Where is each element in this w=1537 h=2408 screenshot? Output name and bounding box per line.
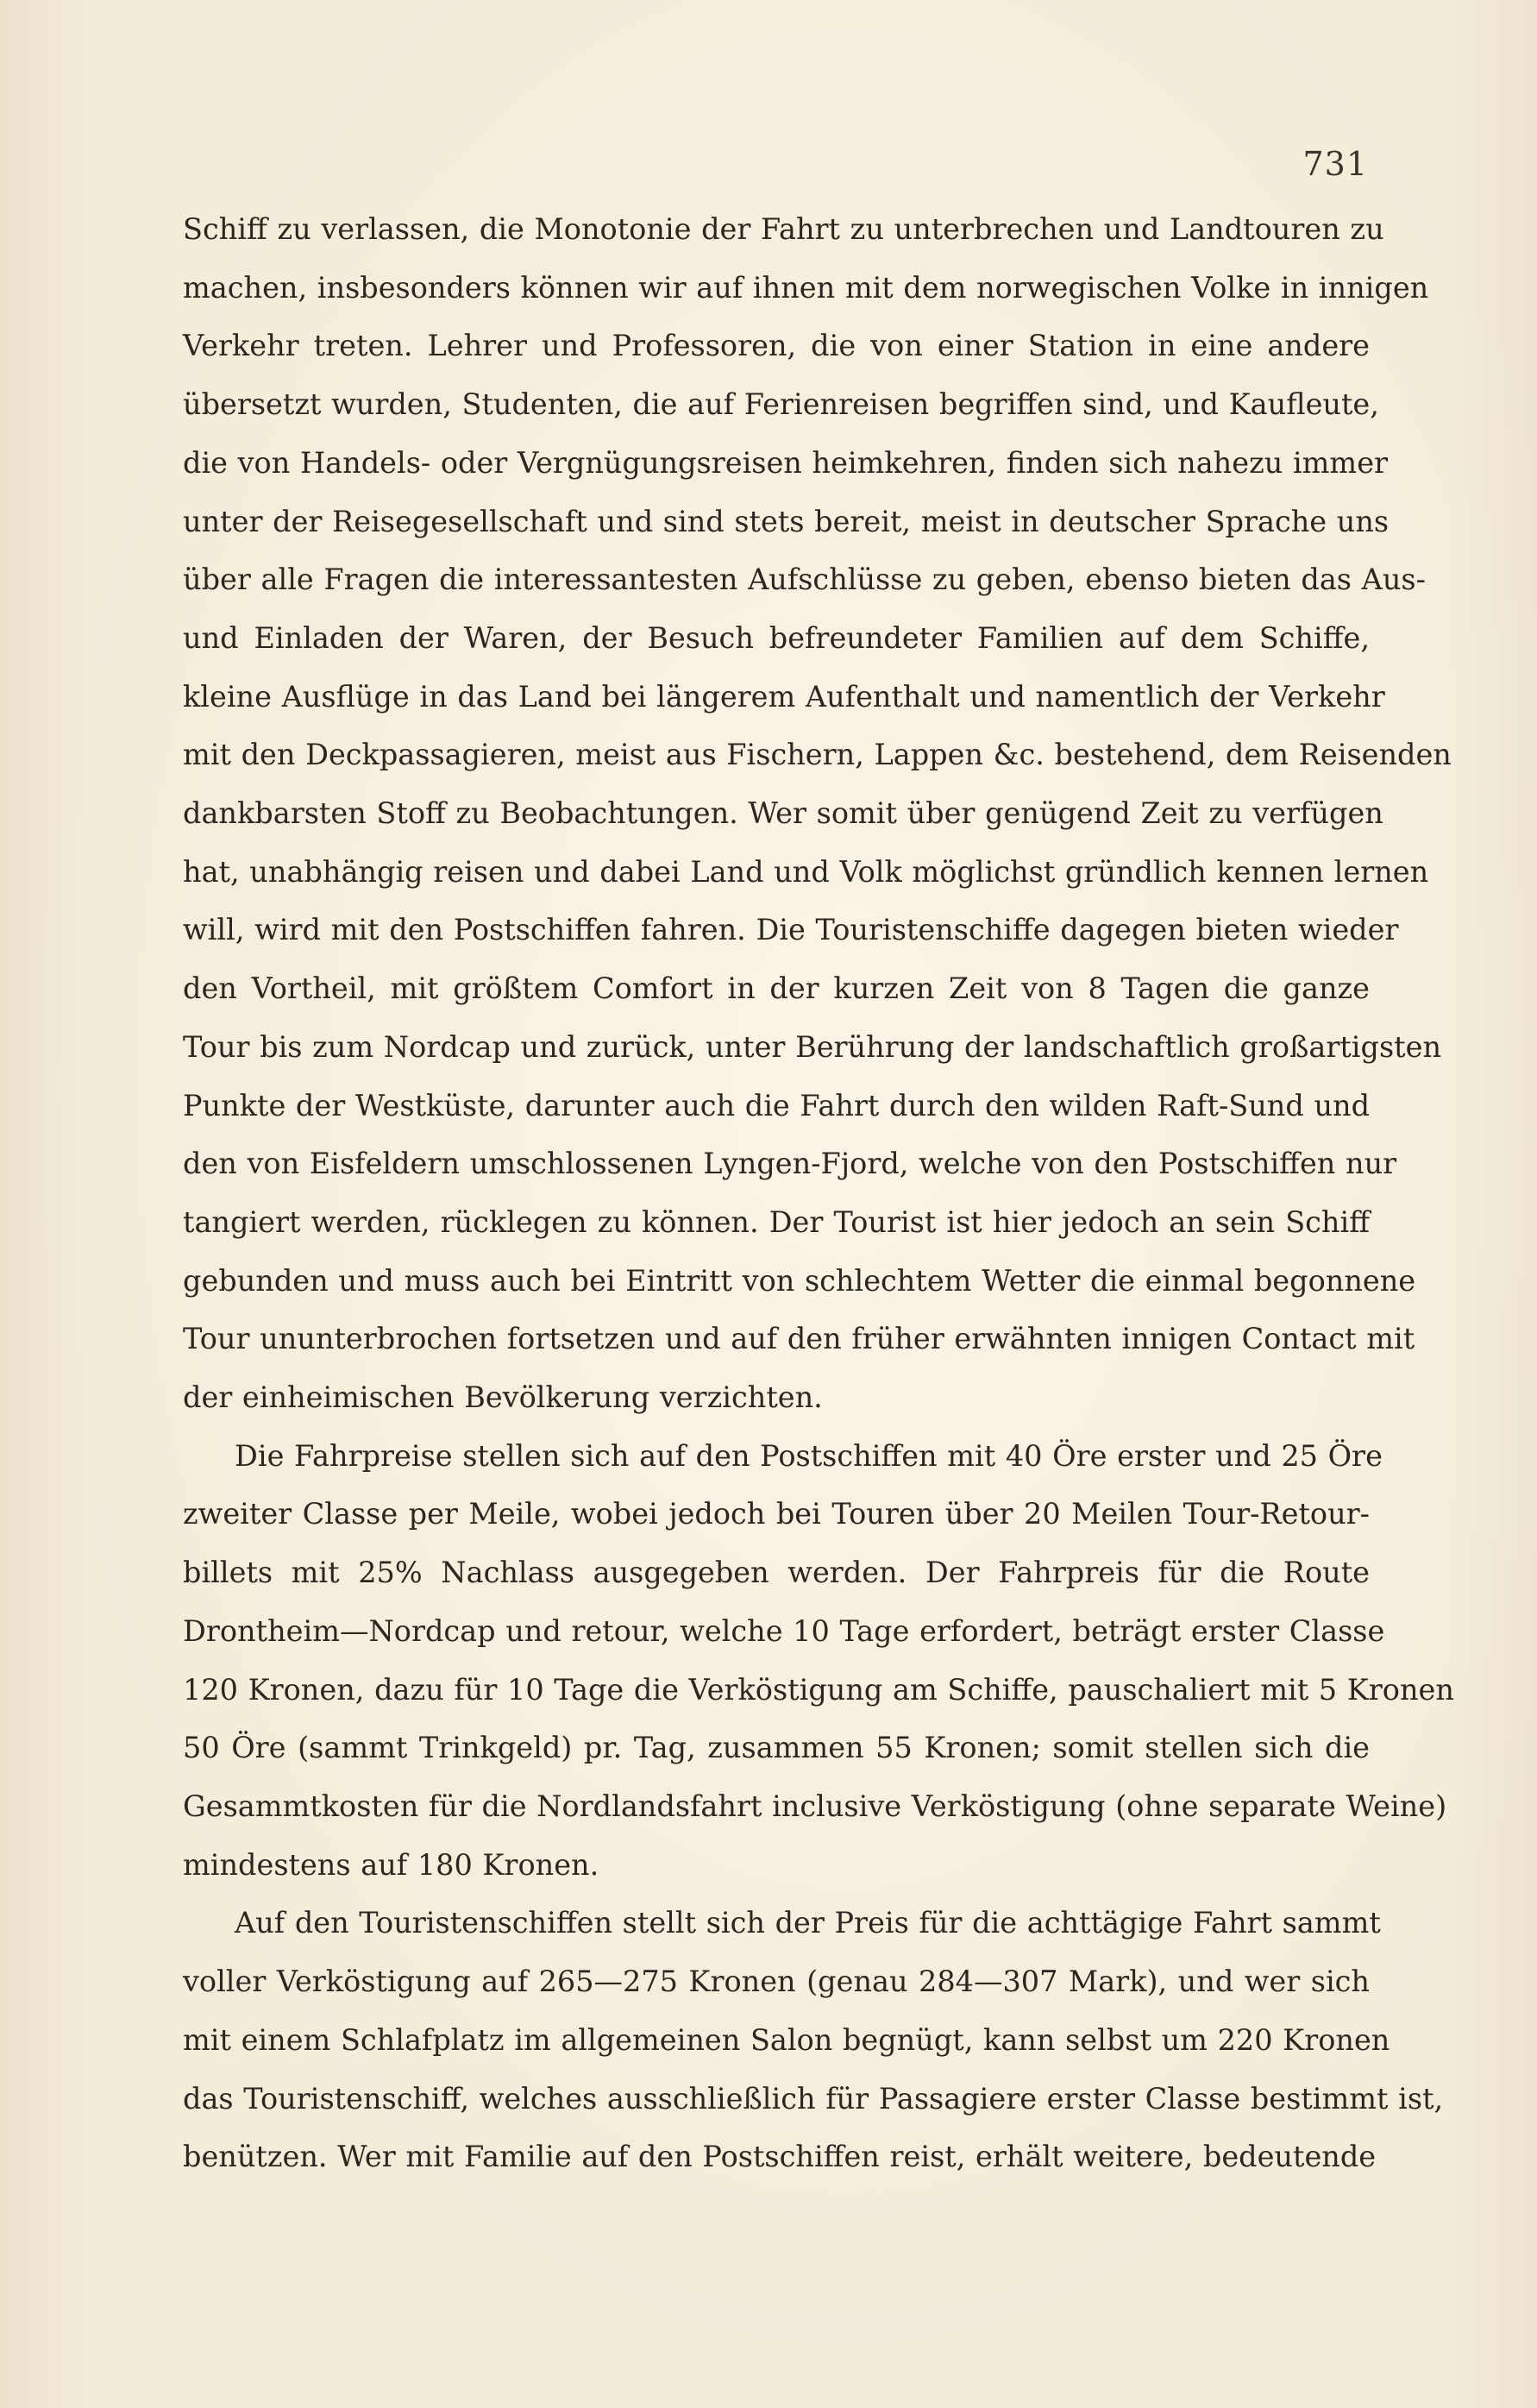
- text-line: Verkehr treten. Lehrer und Professoren, die von einer Station in eine andere: [183, 329, 1370, 363]
- page-number: 731: [1302, 145, 1368, 183]
- text-line: übersetzt wurden, Studenten, die auf Ferienreisen begriffen sind, und Kaufleute,: [183, 387, 1379, 422]
- text-line: über alle Fragen die interessantesten Aufschlüsse zu geben, ebenso bieten das Aus-: [183, 563, 1426, 597]
- text-line: Drontheim—Nordcap und retour, welche 10 Tage erfordert, beträgt erster Classe: [183, 1613, 1385, 1648]
- paragraph-2: [183, 1427, 1454, 1895]
- text-line: mit einem Schlafplatz im allgemeinen Salon begnügt, kann selbst um 220 Kronen: [183, 2022, 1390, 2057]
- text-line: Auf den Touristenschiffen stellt sich der Preis für die achttägige Fahrt sammt: [235, 1906, 1381, 1940]
- text-line: Tour ununterbrochen fortsetzen und auf den früher erwähnten innigen Contact mit: [183, 1322, 1415, 1356]
- text-line: 120 Kronen, dazu für 10 Tage die Verköstigung am Schiffe, pauschaliert mit 5 Kronen: [183, 1672, 1454, 1707]
- text-line: Die Fahrpreise stellen sich auf den Postschiffen mit 40 Öre erster und 25 Öre: [235, 1438, 1383, 1473]
- paragraph-1: [183, 200, 1452, 1427]
- text-line: unter der Reisegesellschaft und sind stets bereit, meist in deutscher Sprache uns: [183, 504, 1390, 538]
- body-text: [183, 200, 1454, 2186]
- text-line: der einheimischen Bevölkerung verzichten.: [183, 1380, 823, 1415]
- text-line: mit den Deckpassagieren, meist aus Fischern, Lappen &c. bestehend, dem Reisenden: [183, 738, 1452, 772]
- text-line: Punkte der Westküste, darunter auch die Fahrt durch den wilden Raft-Sund und: [183, 1088, 1371, 1122]
- text-line: den Vortheil, mit größtem Comfort in der kurzen Zeit von 8 Tagen die ganze: [183, 971, 1370, 1006]
- text-line: und Einladen der Waren, der Besuch befreundeter Familien auf dem Schiffe,: [183, 620, 1370, 655]
- text-line: zweiter Classe per Meile, wobei jedoch bei Touren über 20 Meilen Tour-Retour-: [183, 1497, 1370, 1531]
- text-line: Schiff zu verlassen, die Monotonie der Fahrt zu unterbrechen und Landtouren zu: [183, 212, 1384, 246]
- text-line: billets mit 25% Nachlass ausgegeben werden. Der Fahrpreis für die Route: [183, 1556, 1370, 1590]
- text-line: das Touristenschiff, welches ausschließlich für Passagiere erster Classe bestimmt ist,: [183, 2081, 1444, 2116]
- text-line: benützen. Wer mit Familie auf den Postschiffen reist, erhält weitere, bedeutende: [183, 2140, 1377, 2174]
- text-line: dankbarsten Stoff zu Beobachtungen. Wer somit über genügend Zeit zu verfügen: [183, 796, 1383, 831]
- text-line: machen, insbesonders können wir auf ihnen mit dem norwegischen Volke in innigen: [183, 270, 1429, 305]
- text-line: gebunden und muss auch bei Eintritt von schlechtem Wetter die einmal begonnene: [183, 1263, 1416, 1298]
- text-line: Tour bis zum Nordcap und zurück, unter Berührung der landschaftlich großartigsten: [183, 1029, 1442, 1064]
- text-line: voller Verköstigung auf 265—275 Kronen (genau 284—307 Mark), und wer sich: [183, 1965, 1370, 1999]
- text-line: hat, unabhängig reisen und dabei Land und Volk möglichst gründlich kennen lernen: [183, 854, 1429, 889]
- text-line: die von Handels- oder Vergnügungsreisen heimkehren, finden sich nahezu immer: [183, 445, 1389, 480]
- text-line: mindestens auf 180 Kronen.: [183, 1847, 599, 1882]
- text-line: Gesammtkosten für die Nordlandsfahrt inclusive Verköstigung (ohne separate Weine): [183, 1789, 1447, 1823]
- text-line: 50 Öre (sammt Trinkgeld) pr. Tag, zusammen 55 Kronen; somit stellen sich die: [183, 1731, 1370, 1765]
- text-line: kleine Ausflüge in das Land bei längerem Aufenthalt und namentlich der Verkehr: [183, 679, 1385, 714]
- text-line: tangiert werden, rücklegen zu können. Der Tourist ist hier jedoch an sein Schiff: [183, 1204, 1370, 1239]
- text-line: den von Eisfeldern umschlossenen Lyngen-Fjord, welche von den Postschiffen nur: [183, 1147, 1397, 1181]
- text-line: will, wird mit den Postschiffen fahren. Die Touristenschiffe dagegen bieten wieder: [183, 913, 1399, 947]
- paragraph-3: [183, 1894, 1444, 2186]
